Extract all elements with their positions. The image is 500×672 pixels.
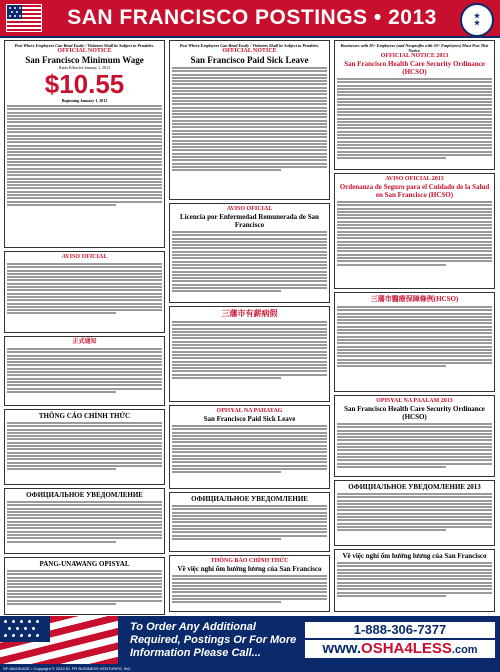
posting-kicker: Post Where Employees Can Read Easily / Violators Shall be Subject to Penalties. bbox=[179, 43, 320, 48]
min-wage-amount: $10.55 bbox=[44, 69, 125, 99]
sick-leave-english-section bbox=[169, 40, 330, 200]
aviso-oficial-label: AVISO OFICIAL bbox=[226, 206, 273, 212]
official-notice-label: OFFICIAL NOTICE bbox=[57, 48, 112, 54]
sick-leave-body-text bbox=[172, 67, 327, 171]
chinese-body-text bbox=[7, 348, 162, 393]
russian-body-text bbox=[172, 505, 327, 540]
russian-hcso-title: ОФИЦИАЛЬНОЕ УВЕДОМЛЕНИЕ 2013 bbox=[348, 483, 481, 491]
vietnamese-sick-leave-title: Về việc nghỉ ốm hưởng lương của San Francisco bbox=[177, 565, 322, 573]
russian-notice-title: ОФИЦИАЛЬНОЕ УВЕДОМЛЕНИЕ bbox=[191, 495, 308, 503]
page-footer bbox=[0, 616, 500, 672]
page-header bbox=[0, 0, 500, 38]
tagalog-notice-title: PANG-UNAWANG OPISYAL bbox=[39, 560, 130, 568]
tagalog-hcso-title: San Francisco Health Care Security Ordinance (HCSO) bbox=[344, 405, 485, 421]
spanish-body-text bbox=[172, 231, 327, 292]
official-notice-label: OFFICIAL NOTICE bbox=[222, 48, 277, 54]
brand-suffix: .com bbox=[451, 644, 478, 656]
us-flag-banner-icon bbox=[0, 616, 118, 664]
min-wage-title: San Francisco Minimum Wage bbox=[25, 55, 144, 65]
brand-prefix: www. bbox=[322, 640, 362, 657]
vietnamese-body-text bbox=[172, 575, 327, 603]
aviso-oficial-label: AVISO OFICIAL bbox=[61, 254, 108, 260]
min-wage-body-text bbox=[7, 105, 162, 206]
chinese-sick-leave-title: 三藩市有薪病假 bbox=[221, 309, 278, 318]
vietnamese-body-text bbox=[337, 562, 492, 597]
min-wage-chinese-section bbox=[4, 336, 165, 406]
opisyal-label: OPISYAL NA PAALAM 2013 bbox=[376, 398, 453, 404]
sick-leave-tagalog-section bbox=[169, 405, 330, 489]
page-title: SAN FRANCISCO POSTINGS • 2013 bbox=[67, 6, 437, 29]
spanish-body-text bbox=[337, 201, 492, 266]
copyright-text: SF-WAGEAGE • Copyright © 2013 EL PR BUSINESS VENTURES, INC. bbox=[3, 666, 132, 671]
russian-body-text bbox=[7, 501, 162, 543]
website-link[interactable] bbox=[305, 640, 495, 658]
vietnamese-notice-label: THÔNG BÁO CHÍNH THỨC bbox=[210, 558, 289, 564]
posting-kicker: Post Where Employees Can Read Easily / Violators Shall be Subject to Penalties. bbox=[14, 43, 155, 48]
opisyal-label: OPISYAL NA PAHAYAG bbox=[216, 408, 283, 414]
min-wage-tagalog-section bbox=[4, 557, 165, 615]
brand-name: OSHA4LESS bbox=[361, 640, 452, 657]
hcso-chinese-section bbox=[334, 292, 495, 392]
us-flag-icon bbox=[6, 4, 42, 32]
hcso-body-text bbox=[337, 78, 492, 159]
chinese-body-text bbox=[337, 306, 492, 367]
tagalog-sick-leave-title: San Francisco Paid Sick Leave bbox=[203, 415, 296, 423]
seal-logo-icon: ★ ★ bbox=[460, 3, 494, 37]
min-wage-subtitle: Rates Effective January 1, 2013 bbox=[59, 65, 110, 70]
hcso-vietnamese-section bbox=[334, 549, 495, 612]
sick-leave-spanish-section bbox=[169, 203, 330, 303]
chinese-notice-title: 正式通知 bbox=[72, 339, 97, 345]
tagalog-body-text bbox=[337, 423, 492, 468]
column-hcso bbox=[334, 40, 495, 612]
hcso-spanish-section bbox=[334, 173, 495, 289]
chinese-body-text bbox=[172, 321, 327, 379]
hcso-russian-section bbox=[334, 480, 495, 546]
hcso-title: San Francisco Health Care Security Ordinance (HCSO) bbox=[344, 60, 485, 76]
column-paid-sick-leave bbox=[169, 40, 330, 612]
vietnamese-hcso-title: Về việc nghỉ ốm hưởng lương của San Francisco bbox=[342, 552, 487, 560]
spanish-hcso-title: Ordenanza de Seguro para el Cuidado de la Salud en San Francisco (HCSO) bbox=[339, 183, 490, 199]
sick-leave-chinese-section bbox=[169, 306, 330, 402]
min-wage-english-section bbox=[4, 40, 165, 248]
order-call-text: To Order Any Additional Required, Postings Or For More Information Please Call... bbox=[130, 621, 297, 659]
aviso-oficial-label: AVISO OFICIAL 2013 bbox=[385, 176, 444, 182]
hcso-english-section bbox=[334, 40, 495, 170]
russian-notice-title: ОФИЦИАЛЬНОЕ УВЕДОМЛЕНИЕ bbox=[26, 491, 143, 499]
min-wage-russian-section bbox=[4, 488, 165, 554]
min-wage-effective: Beginning January 1, 2013 bbox=[61, 98, 108, 103]
min-wage-spanish-section bbox=[4, 251, 165, 333]
min-wage-vietnamese-section bbox=[4, 409, 165, 485]
vietnamese-notice-title: THÔNG CÁO CHÍNH THỨC bbox=[38, 412, 131, 420]
phone-number[interactable]: 1-888-306-7377 bbox=[305, 622, 495, 638]
sick-leave-russian-section bbox=[169, 492, 330, 552]
column-minimum-wage bbox=[4, 40, 165, 612]
sick-leave-vietnamese-section bbox=[169, 555, 330, 612]
russian-body-text bbox=[337, 493, 492, 531]
hcso-tagalog-section bbox=[334, 395, 495, 477]
official-notice-label: OFFICIAL NOTICE 2013 bbox=[380, 53, 449, 59]
chinese-hcso-title: 三藩市醫療保障條例(HCSO) bbox=[370, 295, 459, 303]
sick-leave-title: San Francisco Paid Sick Leave bbox=[190, 55, 309, 65]
spanish-body-text bbox=[7, 263, 162, 314]
posting-kicker: Businesses with 20+ Employees (and Nonprofits with 50+ Employees) Must Post This Notice. bbox=[340, 43, 489, 53]
vietnamese-body-text bbox=[7, 422, 162, 470]
spanish-sick-leave-title: Licencia por Enfermedad Remunerada de San Francisco bbox=[180, 213, 319, 229]
tagalog-body-text bbox=[7, 570, 162, 605]
tagalog-body-text bbox=[172, 425, 327, 473]
